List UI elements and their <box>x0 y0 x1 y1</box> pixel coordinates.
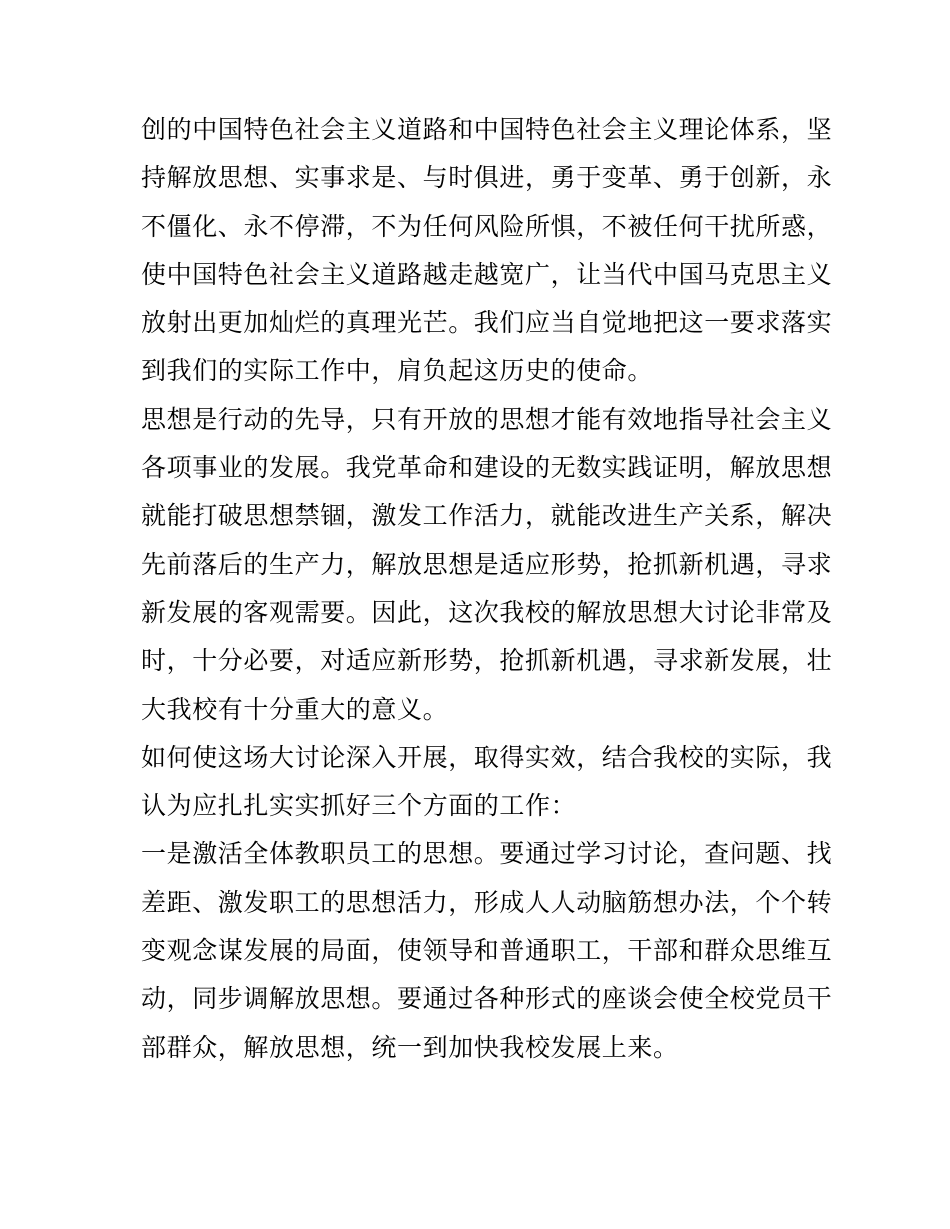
text-line: 一是激活全体教职员工的思想。要通过学习讨论，查问题、找 <box>141 839 833 869</box>
text-line: 大我校有十分重大的意义。 <box>141 694 449 724</box>
text-line: 如何使这场大讨论深入开展，取得实效，结合我校的实际，我 <box>141 742 833 772</box>
text-line: 时，十分必要，对适应新形势，抢抓新机遇，寻求新发展，壮 <box>141 646 833 676</box>
text-line: 动，同步调解放思想。要通过各种形式的座谈会使全校党员干 <box>141 984 833 1014</box>
text-line: 新发展的客观需要。因此，这次我校的解放思想大讨论非常及 <box>141 597 833 627</box>
text-line: 变观念谋发展的局面，使领导和普通职工，干部和群众思维互 <box>141 936 833 966</box>
text-line: 到我们的实际工作中，肩负起这历史的使命。 <box>141 356 654 386</box>
text-line: 创的中国特色社会主义道路和中国特色社会主义理论体系，坚 <box>141 115 833 144</box>
document-body <box>141 106 833 1072</box>
text-line: 差距、激发职工的思想活力，形成人人动脑筋想办法，个个转 <box>141 887 833 917</box>
text-line: 部群众，解放思想，统一到加快我校发展上来。 <box>141 1032 679 1062</box>
text-line: 先前落后的生产力，解放思想是适应形势，抢抓新机遇，寻求 <box>141 549 833 579</box>
text-line: 认为应扎扎实实抓好三个方面的工作： <box>141 791 577 821</box>
text-line: 持解放思想、实事求是、与时俱进，勇于变革、勇于创新，永 <box>141 163 833 193</box>
text-line: 使中国特色社会主义道路越走越宽广，让当代中国马克思主义 <box>141 259 833 289</box>
text-line: 放射出更加灿烂的真理光芒。我们应当自觉地把这一要求落实 <box>141 308 833 338</box>
text-line: 各项事业的发展。我党革命和建设的无数实践证明，解放思想 <box>141 453 833 483</box>
text-line: 就能打破思想禁锢，激发工作活力，就能改进生产关系，解决 <box>141 501 833 531</box>
text-line: 思想是行动的先导，只有开放的思想才能有效地指导社会主义 <box>141 404 833 434</box>
text-line: 不僵化、永不停滞，不为任何风险所惧，不被任何干扰所惑， <box>141 211 833 241</box>
